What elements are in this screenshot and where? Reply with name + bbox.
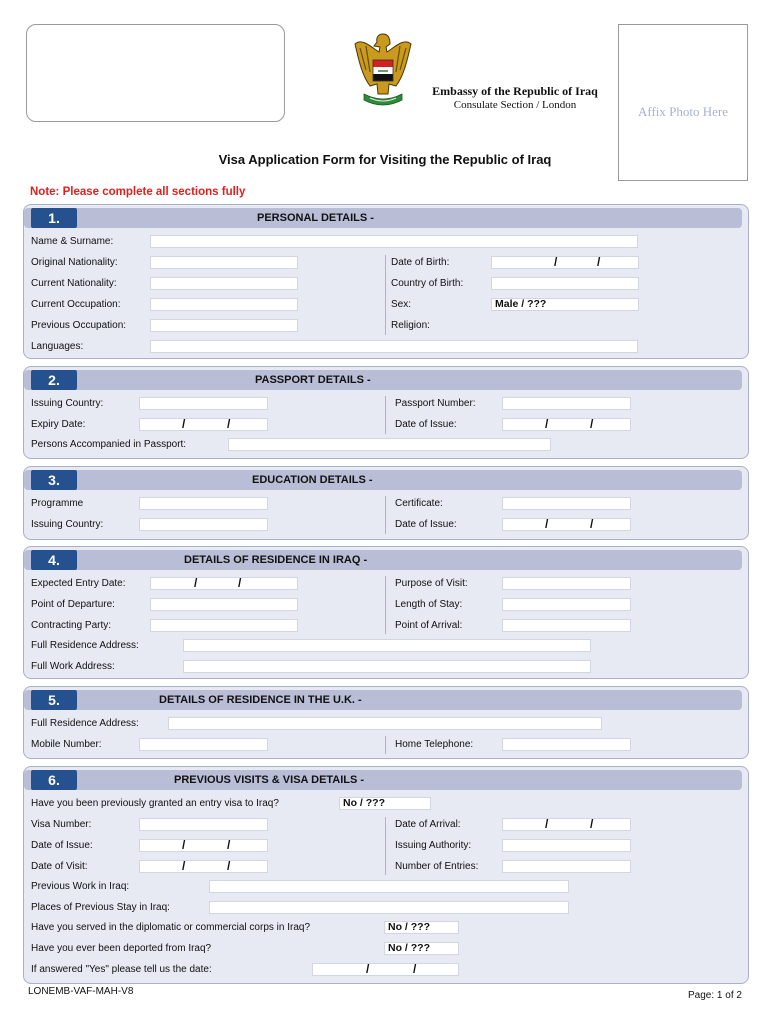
date-separator: / [227, 417, 231, 431]
deportation-date-label: If answered "Yes" please tell us the date: [31, 964, 212, 975]
section-personal-details [23, 204, 749, 359]
contracting-party-label: Contracting Party: [31, 620, 112, 631]
section-number: 6. [31, 770, 77, 790]
section-number: 5. [31, 690, 77, 710]
previously-granted-visa-value: No / ??? [343, 797, 385, 809]
form-title: Visa Application Form for Visiting the Republic of Iraq [218, 152, 552, 167]
section-number: 3. [31, 470, 77, 490]
sex-value: Male / ??? [495, 298, 547, 310]
languages-label: Languages: [31, 341, 84, 352]
original-nationality-label: Original Nationality: [31, 257, 118, 268]
date-separator: / [227, 838, 231, 852]
current-nationality-field[interactable] [150, 277, 298, 290]
form-code: LONEMB-VAF-MAH-V8 [28, 986, 134, 997]
section-title: DETAILS OF RESIDENCE IN IRAQ - [184, 554, 368, 566]
date-separator: / [545, 517, 549, 531]
column-divider [385, 496, 386, 534]
form-note: Note: Please complete all sections fully [30, 186, 246, 198]
date-of-issue-label: Date of Issue: [395, 419, 457, 430]
deportation-date-field[interactable] [312, 963, 459, 976]
expected-entry-date-label: Expected Entry Date: [31, 578, 126, 589]
visa-number-field[interactable] [139, 818, 268, 831]
contracting-party-field[interactable] [150, 619, 298, 632]
point-of-arrival-label: Point of Arrival: [395, 620, 463, 631]
date-separator: / [238, 576, 242, 590]
sex-label: Sex: [391, 299, 412, 310]
consulate-section: Consulate Section / London [453, 99, 577, 111]
section-residence-iraq [23, 546, 749, 679]
passport-number-label: Passport Number: [395, 398, 476, 409]
date-separator: / [545, 417, 549, 431]
section-education-details [23, 466, 749, 540]
column-divider [385, 576, 386, 634]
country-of-birth-label: Country of Birth: [391, 278, 464, 289]
column-divider [385, 736, 386, 754]
date-separator: / [227, 859, 231, 873]
issuing-authority-field[interactable] [502, 839, 631, 852]
length-of-stay-field[interactable] [502, 598, 631, 611]
date-separator: / [182, 859, 186, 873]
section-title: PERSONAL DETAILS - [257, 212, 374, 224]
date-separator: / [590, 417, 594, 431]
deported-value: No / ??? [388, 942, 430, 954]
section-residence-uk [23, 686, 749, 759]
full-work-address-label: Full Work Address: [31, 661, 115, 672]
date-of-visit-label: Date of Visit: [31, 861, 88, 872]
issuing-authority-label: Issuing Authority: [395, 840, 472, 851]
section-number: 1. [31, 208, 77, 228]
current-occupation-label: Current Occupation: [31, 299, 121, 310]
certificate-label: Certificate: [395, 498, 443, 509]
country-of-birth-field[interactable] [491, 277, 639, 290]
issuing-country-label: Issuing Country: [31, 519, 104, 530]
programme-field[interactable] [139, 497, 268, 510]
photo-placeholder-text: Affix Photo Here [637, 104, 729, 119]
previously-granted-visa-label: Have you been previously granted an entry visa to Iraq? [31, 798, 279, 809]
date-separator: / [194, 576, 198, 590]
date-separator: / [413, 962, 417, 976]
previous-occupation-label: Previous Occupation: [31, 320, 127, 331]
date-separator: / [590, 517, 594, 531]
date-of-issue-field[interactable] [139, 839, 268, 852]
passport-number-field[interactable] [502, 397, 631, 410]
purpose-of-visit-field[interactable] [502, 577, 631, 590]
programme-label: Programme [31, 498, 84, 509]
places-of-stay-label: Places of Previous Stay in Iraq: [31, 902, 170, 913]
date-separator: / [366, 962, 370, 976]
reference-box [26, 24, 285, 122]
date-of-issue-field[interactable] [502, 418, 631, 431]
previous-occupation-field[interactable] [150, 319, 298, 332]
section-title: PASSPORT DETAILS - [255, 374, 371, 386]
section-header-bar [24, 470, 742, 490]
number-of-entries-label: Number of Entries: [395, 861, 479, 872]
original-nationality-field[interactable] [150, 256, 298, 269]
persons-accompanied-field[interactable] [228, 438, 551, 451]
section-title: PREVIOUS VISITS & VISA DETAILS - [174, 774, 365, 786]
name-surname-label: Name & Surname: [31, 236, 114, 247]
number-of-entries-field[interactable] [502, 860, 631, 873]
date-separator: / [182, 417, 186, 431]
previous-work-label: Previous Work in Iraq: [31, 881, 130, 892]
date-of-issue-field[interactable] [502, 518, 631, 531]
section-header-bar [24, 208, 742, 228]
deported-label: Have you ever been deported from Iraq? [31, 943, 212, 954]
languages-field[interactable] [150, 340, 638, 353]
date-of-arrival-label: Date of Arrival: [395, 819, 461, 830]
full-residence-address-field[interactable] [183, 639, 591, 652]
issuing-country-field[interactable] [139, 518, 268, 531]
section-header-bar [24, 550, 742, 570]
date-of-visit-field[interactable] [139, 860, 268, 873]
column-divider [385, 817, 386, 875]
length-of-stay-label: Length of Stay: [395, 599, 463, 610]
date-of-birth-label: Date of Birth: [391, 257, 450, 268]
mobile-number-label: Mobile Number: [31, 739, 102, 750]
date-separator: / [590, 817, 594, 831]
religion-label: Religion: [391, 320, 430, 331]
purpose-of-visit-label: Purpose of Visit: [395, 578, 468, 589]
places-of-stay-field[interactable] [209, 901, 569, 914]
date-separator: / [182, 838, 186, 852]
column-divider [385, 255, 386, 335]
mobile-number-field[interactable] [139, 738, 268, 751]
section-header-bar [24, 370, 742, 390]
iraq-coat-of-arms-logo [352, 30, 414, 112]
expiry-date-field[interactable] [139, 418, 268, 431]
visa-number-label: Visa Number: [31, 819, 92, 830]
column-divider [385, 396, 386, 434]
served-diplomatic-label: Have you served in the diplomatic or commercial corps in Iraq? [31, 922, 311, 933]
section-previous-visits [23, 766, 749, 984]
date-of-issue-label: Date of Issue: [31, 840, 93, 851]
current-occupation-field[interactable] [150, 298, 298, 311]
date-separator: / [554, 255, 558, 269]
issuing-country-label: Issuing Country: [31, 398, 104, 409]
section-header-bar [24, 690, 742, 710]
date-of-birth-field[interactable] [491, 256, 639, 269]
point-of-departure-field[interactable] [150, 598, 298, 611]
section-title: EDUCATION DETAILS - [252, 474, 373, 486]
date-of-issue-label: Date of Issue: [395, 519, 457, 530]
point-of-arrival-field[interactable] [502, 619, 631, 632]
home-telephone-field[interactable] [502, 738, 631, 751]
home-telephone-label: Home Telephone: [395, 739, 474, 750]
date-separator: / [545, 817, 549, 831]
page-number: Page: 1 of 2 [688, 990, 742, 1001]
persons-accompanied-label: Persons Accompanied in Passport: [31, 439, 187, 450]
section-number: 2. [31, 370, 77, 390]
section-title: DETAILS OF RESIDENCE IN THE U.K. - [159, 694, 362, 706]
uk-residence-address-field[interactable] [168, 717, 602, 730]
section-passport-details [23, 366, 749, 459]
section-number: 4. [31, 550, 77, 570]
expiry-date-label: Expiry Date: [31, 419, 86, 430]
section-header-bar [24, 770, 742, 790]
expected-entry-date-field[interactable] [150, 577, 298, 590]
served-diplomatic-value: No / ??? [388, 921, 430, 933]
name-surname-field[interactable] [150, 235, 638, 248]
full-work-address-field[interactable] [183, 660, 591, 673]
full-residence-address-label: Full Residence Address: [31, 640, 139, 651]
embassy-name: Embassy of the Republic of Iraq [432, 84, 598, 98]
point-of-departure-label: Point of Departure: [31, 599, 115, 610]
previous-work-field[interactable] [209, 880, 569, 893]
issuing-country-field[interactable] [139, 397, 268, 410]
date-separator: / [597, 255, 601, 269]
date-of-arrival-field[interactable] [502, 818, 631, 831]
certificate-field[interactable] [502, 497, 631, 510]
current-nationality-label: Current Nationality: [31, 278, 117, 289]
uk-residence-address-label: Full Residence Address: [31, 718, 139, 729]
